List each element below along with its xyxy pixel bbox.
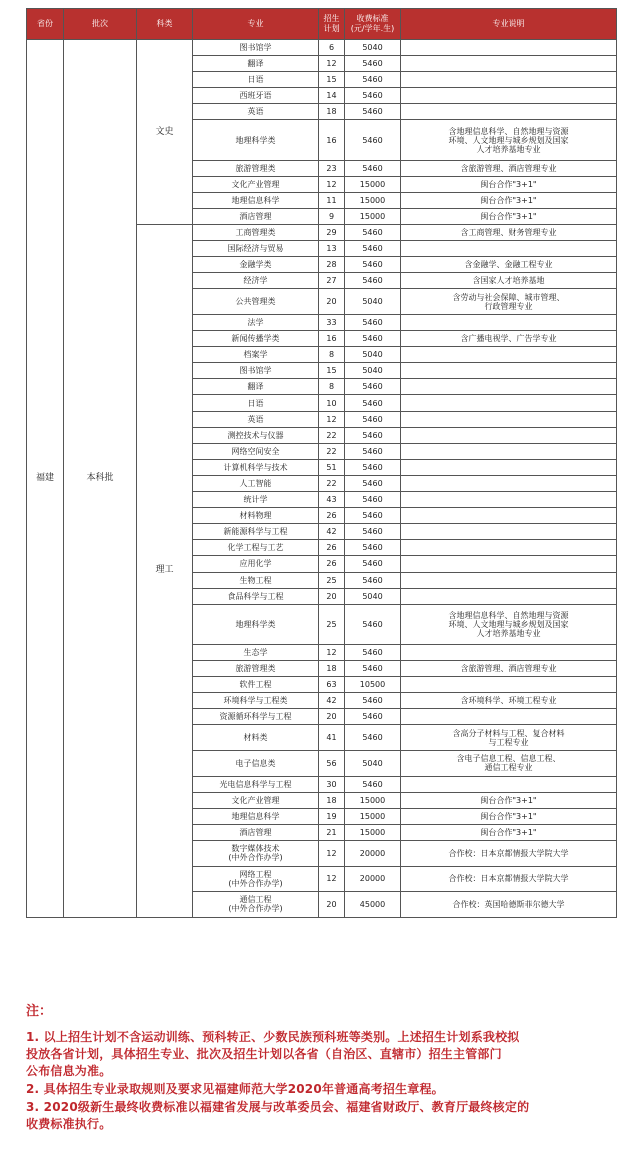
description-cell: 含电子信息工程、信息工程、 通信工程专业	[401, 750, 617, 776]
category-cell: 理工	[137, 225, 193, 918]
plan-cell: 26	[319, 540, 345, 556]
description-cell	[401, 524, 617, 540]
major-cell: 酒店管理	[193, 208, 319, 224]
plan-cell: 16	[319, 331, 345, 347]
fee-cell: 5460	[345, 604, 401, 644]
plan-cell: 42	[319, 693, 345, 709]
major-cell: 英语	[193, 104, 319, 120]
fee-cell: 5040	[345, 289, 401, 315]
header-plan: 招生 计划	[319, 9, 345, 40]
description-cell	[401, 540, 617, 556]
header-batch: 批次	[64, 9, 137, 40]
fee-cell: 5460	[345, 459, 401, 475]
plan-cell: 10	[319, 395, 345, 411]
description-cell	[401, 56, 617, 72]
fee-cell: 5460	[345, 72, 401, 88]
major-cell: 材料物理	[193, 508, 319, 524]
province-cell: 福建	[27, 40, 64, 918]
major-cell: 文化产业管理	[193, 792, 319, 808]
plan-cell: 33	[319, 315, 345, 331]
fee-cell: 5460	[345, 725, 401, 751]
major-cell: 统计学	[193, 492, 319, 508]
description-cell: 闽台合作"3+1"	[401, 208, 617, 224]
description-cell: 含地理信息科学、自然地理与资源 环境、人文地理与城乡规划及国家 人才培养基地专业	[401, 120, 617, 160]
major-cell: 应用化学	[193, 556, 319, 572]
plan-cell: 11	[319, 192, 345, 208]
fee-cell: 5460	[345, 225, 401, 241]
plan-cell: 12	[319, 176, 345, 192]
major-cell: 公共管理类	[193, 289, 319, 315]
plan-cell: 42	[319, 524, 345, 540]
major-cell: 通信工程 (中外合作办学)	[193, 892, 319, 918]
fee-cell: 5460	[345, 411, 401, 427]
plan-cell: 22	[319, 443, 345, 459]
description-cell: 含高分子材料与工程、复合材料 与工程专业	[401, 725, 617, 751]
plan-cell: 16	[319, 120, 345, 160]
fee-cell: 10500	[345, 677, 401, 693]
fee-cell: 5040	[345, 40, 401, 56]
major-cell: 计算机科学与技术	[193, 459, 319, 475]
fee-cell: 15000	[345, 208, 401, 224]
description-cell: 闽台合作"3+1"	[401, 792, 617, 808]
fee-cell: 5040	[345, 588, 401, 604]
description-cell: 合作校：日本京都情报大学院大学	[401, 866, 617, 892]
fee-cell: 5460	[345, 241, 401, 257]
description-cell	[401, 363, 617, 379]
plan-cell: 56	[319, 750, 345, 776]
description-cell: 含国家人才培养基地	[401, 273, 617, 289]
description-cell	[401, 40, 617, 56]
fee-cell: 5460	[345, 88, 401, 104]
major-cell: 测控技术与仪器	[193, 427, 319, 443]
fee-cell: 20000	[345, 866, 401, 892]
description-cell: 含劳动与社会保障、城市管理、 行政管理专业	[401, 289, 617, 315]
plan-cell: 13	[319, 241, 345, 257]
note-item-3: 3. 2020级新生最终收费标准以福建省发展与改革委员会、福建省财政厅、教育厅最终核定的 收费标准执行。	[26, 1100, 530, 1131]
major-cell: 新闻传播学类	[193, 331, 319, 347]
major-cell: 地理科学类	[193, 120, 319, 160]
major-cell: 食品科学与工程	[193, 588, 319, 604]
fee-cell: 5460	[345, 475, 401, 491]
description-cell	[401, 427, 617, 443]
enrollment-plan-table	[26, 8, 617, 918]
major-cell: 工商管理类	[193, 225, 319, 241]
plan-cell: 15	[319, 72, 345, 88]
description-cell: 含旅游管理、酒店管理专业	[401, 660, 617, 676]
description-cell	[401, 644, 617, 660]
description-cell	[401, 72, 617, 88]
fee-cell: 5460	[345, 540, 401, 556]
description-cell	[401, 508, 617, 524]
fee-cell: 15000	[345, 192, 401, 208]
fee-cell: 15000	[345, 176, 401, 192]
plan-cell: 22	[319, 427, 345, 443]
description-cell: 闽台合作"3+1"	[401, 176, 617, 192]
description-cell	[401, 492, 617, 508]
plan-cell: 41	[319, 725, 345, 751]
plan-cell: 19	[319, 808, 345, 824]
fee-cell: 5460	[345, 331, 401, 347]
plan-cell: 51	[319, 459, 345, 475]
description-cell: 含地理信息科学、自然地理与资源 环境、人文地理与城乡规划及国家 人才培养基地专业	[401, 604, 617, 644]
plan-cell: 18	[319, 104, 345, 120]
major-cell: 酒店管理	[193, 824, 319, 840]
fee-cell: 5040	[345, 750, 401, 776]
major-cell: 翻译	[193, 379, 319, 395]
table-row	[27, 40, 617, 56]
plan-cell: 20	[319, 588, 345, 604]
major-cell: 软件工程	[193, 677, 319, 693]
description-cell	[401, 347, 617, 363]
description-cell	[401, 709, 617, 725]
plan-cell: 12	[319, 56, 345, 72]
header-fee: 收费标准 (元/学年.生)	[345, 9, 401, 40]
description-cell: 合作校：英国哈德斯菲尔德大学	[401, 892, 617, 918]
description-cell	[401, 459, 617, 475]
table-header-row	[27, 9, 617, 40]
description-cell	[401, 677, 617, 693]
fee-cell: 5460	[345, 492, 401, 508]
description-cell: 闽台合作"3+1"	[401, 808, 617, 824]
fee-cell: 15000	[345, 792, 401, 808]
fee-cell: 5460	[345, 160, 401, 176]
plan-cell: 6	[319, 40, 345, 56]
description-cell	[401, 776, 617, 792]
major-cell: 材料类	[193, 725, 319, 751]
description-cell	[401, 443, 617, 459]
major-cell: 文化产业管理	[193, 176, 319, 192]
major-cell: 网络工程 (中外合作办学)	[193, 866, 319, 892]
description-cell	[401, 88, 617, 104]
plan-cell: 25	[319, 604, 345, 644]
plan-cell: 63	[319, 677, 345, 693]
fee-cell: 5460	[345, 56, 401, 72]
fee-cell: 5460	[345, 443, 401, 459]
fee-cell: 45000	[345, 892, 401, 918]
description-cell: 含环境科学、环境工程专业	[401, 693, 617, 709]
note-item-1: 1. 以上招生计划不含运动训练、预科转正、少数民族预科班等类别。上述招生计划系我校拟 投放各省计划，具体招生专业、批次及招生计划以各省（自治区、直辖市）招生主管部门 公布信息为准。	[26, 1030, 520, 1078]
plan-cell: 20	[319, 289, 345, 315]
major-cell: 日语	[193, 395, 319, 411]
major-cell: 英语	[193, 411, 319, 427]
fee-cell: 5460	[345, 104, 401, 120]
fee-cell: 5460	[345, 273, 401, 289]
major-cell: 西班牙语	[193, 88, 319, 104]
fee-cell: 15000	[345, 824, 401, 840]
fee-cell: 5460	[345, 709, 401, 725]
plan-cell: 27	[319, 273, 345, 289]
major-cell: 档案学	[193, 347, 319, 363]
major-cell: 资源循环科学与工程	[193, 709, 319, 725]
description-cell: 含广播电视学、广告学专业	[401, 331, 617, 347]
plan-cell: 26	[319, 508, 345, 524]
fee-cell: 5460	[345, 395, 401, 411]
fee-cell: 5460	[345, 660, 401, 676]
plan-cell: 30	[319, 776, 345, 792]
fee-cell: 20000	[345, 840, 401, 866]
major-cell: 生物工程	[193, 572, 319, 588]
plan-cell: 20	[319, 892, 345, 918]
description-cell	[401, 104, 617, 120]
fee-cell: 5460	[345, 508, 401, 524]
major-cell: 生态学	[193, 644, 319, 660]
fee-cell: 5460	[345, 776, 401, 792]
major-cell: 环境科学与工程类	[193, 693, 319, 709]
description-cell	[401, 588, 617, 604]
plan-cell: 23	[319, 160, 345, 176]
plan-cell: 25	[319, 572, 345, 588]
fee-cell: 5460	[345, 572, 401, 588]
description-cell	[401, 241, 617, 257]
major-cell: 旅游管理类	[193, 160, 319, 176]
description-cell	[401, 379, 617, 395]
major-cell: 经济学	[193, 273, 319, 289]
fee-cell: 15000	[345, 808, 401, 824]
major-cell: 新能源科学与工程	[193, 524, 319, 540]
description-cell: 合作校：日本京都情报大学院大学	[401, 840, 617, 866]
fee-cell: 5040	[345, 363, 401, 379]
plan-cell: 9	[319, 208, 345, 224]
major-cell: 图书馆学	[193, 363, 319, 379]
fee-cell: 5460	[345, 693, 401, 709]
fee-cell: 5460	[345, 379, 401, 395]
fee-cell: 5460	[345, 556, 401, 572]
description-cell	[401, 556, 617, 572]
plan-cell: 15	[319, 363, 345, 379]
major-cell: 地理信息科学	[193, 192, 319, 208]
description-cell: 含旅游管理、酒店管理专业	[401, 160, 617, 176]
plan-cell: 8	[319, 347, 345, 363]
plan-cell: 12	[319, 866, 345, 892]
plan-cell: 28	[319, 257, 345, 273]
fee-cell: 5040	[345, 347, 401, 363]
major-cell: 法学	[193, 315, 319, 331]
major-cell: 地理科学类	[193, 604, 319, 644]
description-cell	[401, 315, 617, 331]
description-cell	[401, 395, 617, 411]
plan-cell: 18	[319, 792, 345, 808]
plan-cell: 26	[319, 556, 345, 572]
description-cell: 闽台合作"3+1"	[401, 824, 617, 840]
plan-cell: 8	[319, 379, 345, 395]
fee-cell: 5460	[345, 427, 401, 443]
major-cell: 数字媒体技术 (中外合作办学)	[193, 840, 319, 866]
plan-cell: 12	[319, 840, 345, 866]
description-cell: 含工商管理、财务管理专业	[401, 225, 617, 241]
major-cell: 网络空间安全	[193, 443, 319, 459]
major-cell: 日语	[193, 72, 319, 88]
description-cell: 含金融学、金融工程专业	[401, 257, 617, 273]
header-category: 科类	[137, 9, 193, 40]
fee-cell: 5460	[345, 120, 401, 160]
plan-cell: 12	[319, 644, 345, 660]
description-cell	[401, 572, 617, 588]
fee-cell: 5460	[345, 315, 401, 331]
plan-cell: 18	[319, 660, 345, 676]
plan-cell: 43	[319, 492, 345, 508]
header-province: 省份	[27, 9, 64, 40]
category-cell: 文史	[137, 40, 193, 225]
fee-cell: 5460	[345, 644, 401, 660]
major-cell: 人工智能	[193, 475, 319, 491]
description-cell: 闽台合作"3+1"	[401, 192, 617, 208]
major-cell: 旅游管理类	[193, 660, 319, 676]
description-cell	[401, 411, 617, 427]
notes-section	[26, 1000, 626, 1134]
fee-cell: 5460	[345, 257, 401, 273]
note-item-2: 2. 具体招生专业录取规则及要求见福建师范大学2020年普通高考招生章程。	[26, 1082, 444, 1096]
major-cell: 电子信息类	[193, 750, 319, 776]
major-cell: 图书馆学	[193, 40, 319, 56]
fee-cell: 5460	[345, 524, 401, 540]
header-description: 专业说明	[401, 9, 617, 40]
notes-title: 注：	[26, 1004, 53, 1019]
major-cell: 金融学类	[193, 257, 319, 273]
plan-cell: 20	[319, 709, 345, 725]
plan-cell: 12	[319, 411, 345, 427]
major-cell: 光电信息科学与工程	[193, 776, 319, 792]
plan-cell: 29	[319, 225, 345, 241]
major-cell: 地理信息科学	[193, 808, 319, 824]
major-cell: 化学工程与工艺	[193, 540, 319, 556]
header-major: 专业	[193, 9, 319, 40]
description-cell	[401, 475, 617, 491]
major-cell: 国际经济与贸易	[193, 241, 319, 257]
major-cell: 翻译	[193, 56, 319, 72]
plan-cell: 14	[319, 88, 345, 104]
batch-cell: 本科批	[64, 40, 137, 918]
plan-cell: 22	[319, 475, 345, 491]
plan-cell: 21	[319, 824, 345, 840]
